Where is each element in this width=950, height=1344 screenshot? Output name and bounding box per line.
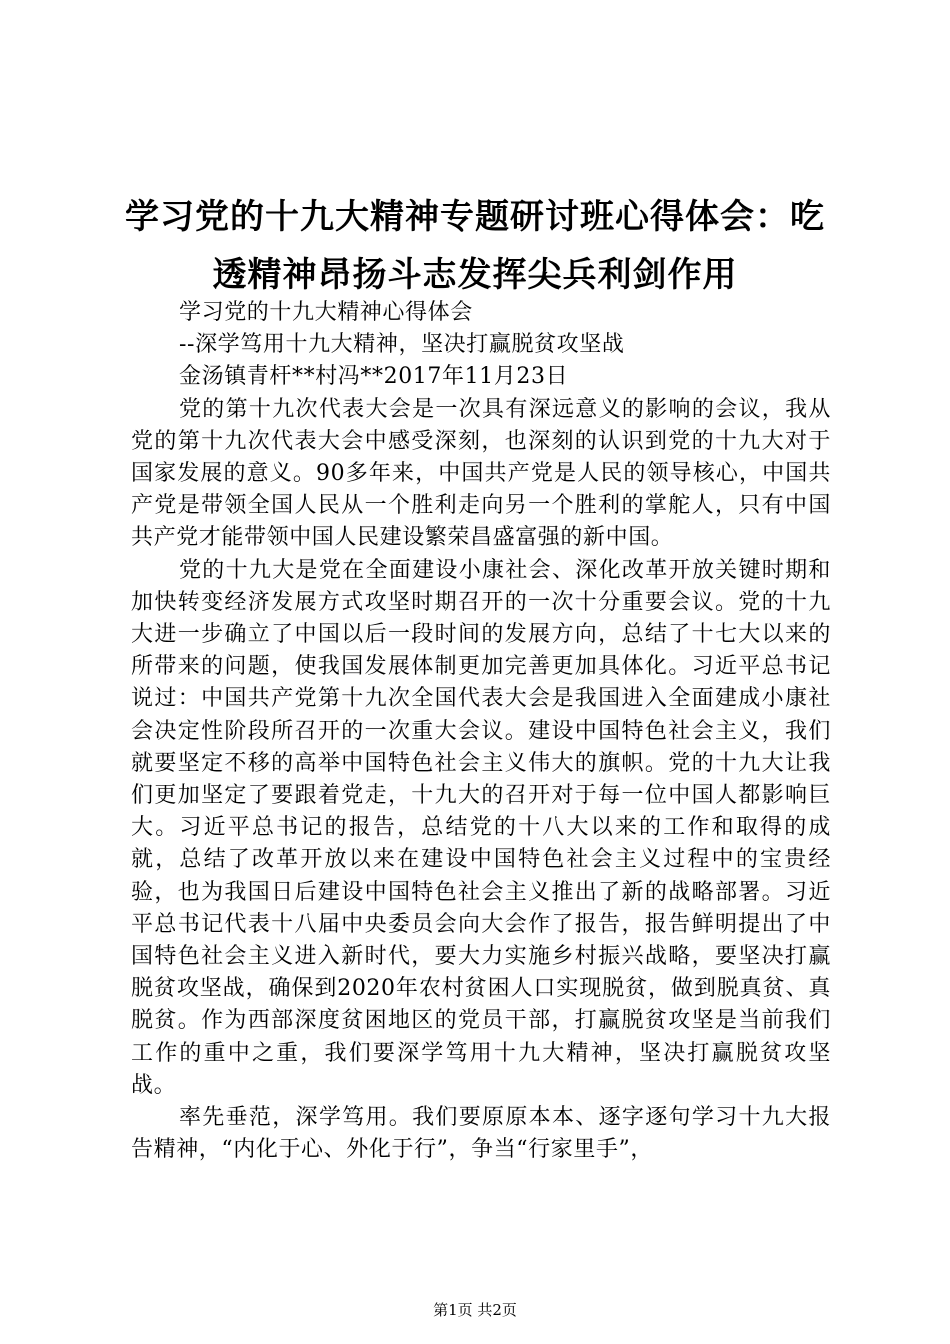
document-subtitle: 学习党的十九大精神心得体会 — [179, 300, 473, 325]
title-line-1: 学习党的十九大精神专题研讨班心得体会：吃 — [125, 197, 825, 237]
title-line-2: 透精神昂扬斗志发挥尖兵利剑作用 — [212, 255, 738, 295]
document-body — [131, 297, 831, 1166]
page-footer — [0, 1300, 950, 1320]
document-byline: 金汤镇青杆**村冯**2017年11月23日 — [179, 364, 569, 390]
body-paragraph-3: 率先垂范，深学笃用。我们要原原本本、逐字逐句学习十九大报告精神，“内化于心、外化于行”，争当“行家里手”， — [131, 1105, 831, 1163]
document-subheading: --深学笃用十九大精神，坚决打赢脱贫攻坚战 — [179, 332, 625, 358]
body-paragraph-2: 党的十九大是党在全面建设小康社会、深化改革开放关键时期和加快转变经济发展方式攻坚时期召开的一次十分重要会议。党的十九大进一步确立了中国以后一段时间的发展方向，总结了十七大以来的所带来的问题，使我国发展体制更加完善更加具体化。习近平总书记说过：中国共产党第十九次全国代表大会是我国进入全面建成小康社会决定性阶段所召开的一次重大会议。建设中国特色社会主义，我们就要坚定不移的高举中国特色社会主义伟大的旗帜。党的十九大让我们更加坚定了要跟着党走，十九大的召开对于每一位中国人都影响巨大。习近平总书记的报告，总结党的十八大以来的工作和取得的成就，总结了改革开放以来在建设中国特色社会主义过程中的宝贵经验，也为我国日后建设中国特色社会主义推出了新的战略部署。习近平总书记代表十八届中央委员会向大会作了报告，报告鲜明提出了中国特色社会主义进入新时代，要大力实施乡村振兴战略，要坚决打赢脱贫攻坚战，确保到2020年农村贫困人口实现脱贫，做到脱真贫、真脱贫。作为西部深度贫困地区的党员干部，打赢脱贫攻坚是当前我们工作的重中之重，我们要深学笃用十九大精神，坚决打赢脱贫攻坚战。 — [131, 557, 831, 1098]
document-title — [110, 188, 840, 304]
page-number: 第1页 共2页 — [433, 1301, 517, 1319]
body-paragraph-1: 党的第十九次代表大会是一次具有深远意义的影响的会议，我从党的第十九次代表大会中感受深刻，也深刻的认识到党的十九大对于国家发展的意义。90多年来，中国共产党是人民的领导核心，中国共产党是带领全国人民从一个胜利走向另一个胜利的掌舵人，只有中国共产党才能带领中国人民建设繁荣昌盛富强的新中国。 — [131, 396, 831, 551]
